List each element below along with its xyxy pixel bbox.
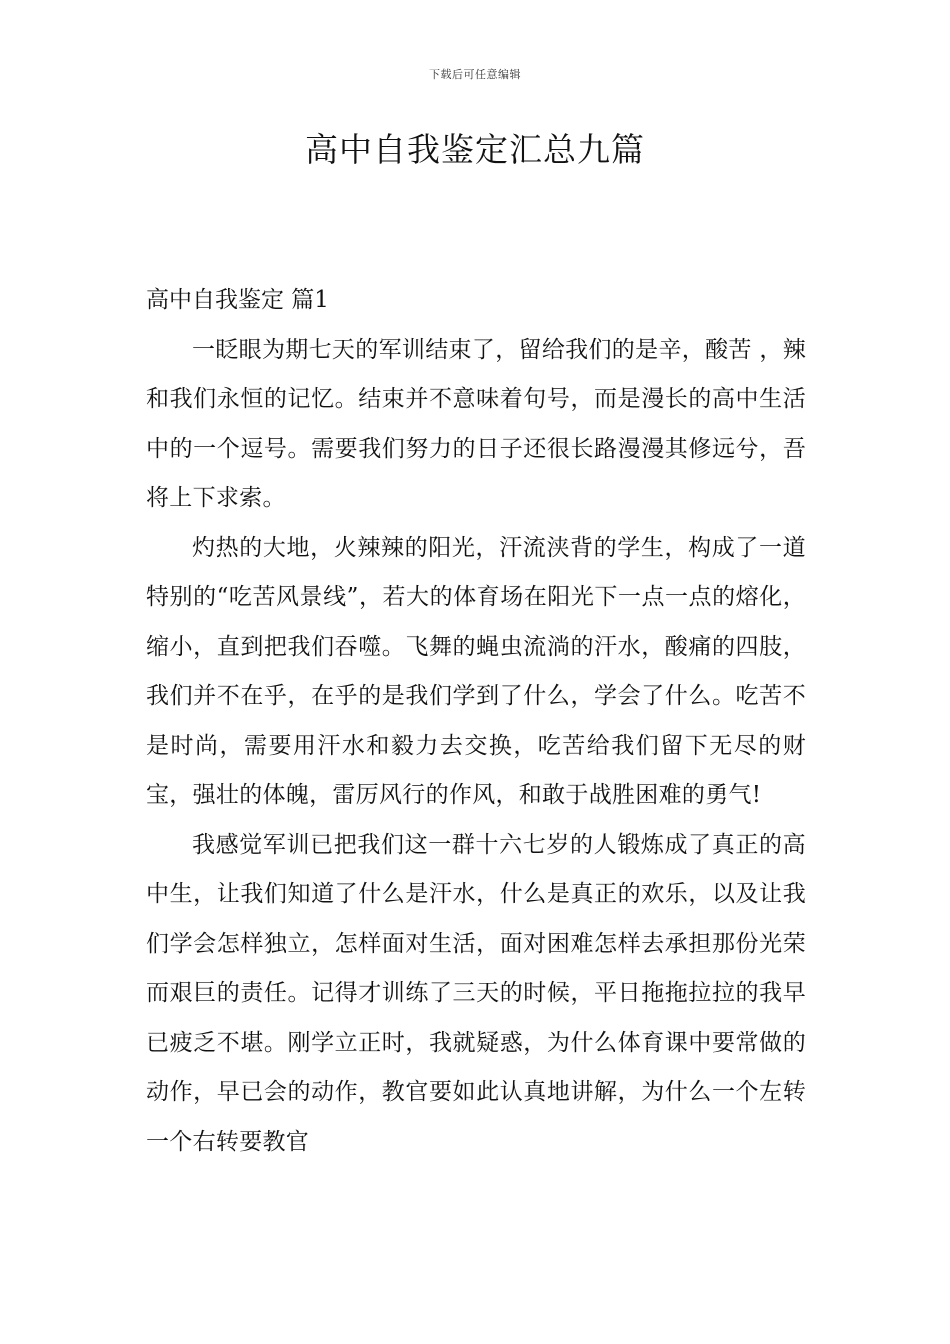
- document-body: [146, 276, 806, 1167]
- paragraph-1: 一眨眼为期七天的军训结束了，留给我们的是辛，酸苦 ，辣和我们永恒的记忆。结束并不意味着句号，而是漫长的高中生活中的一个逗号。需要我们努力的日子还很长路漫漫其修远兮，吾将上下求索。: [146, 336, 806, 511]
- header-note: 下载后可任意编辑: [429, 68, 521, 81]
- document-title: 高中自我鉴定汇总九篇: [305, 130, 645, 169]
- section-heading: 高中自我鉴定 篇1: [146, 287, 329, 313]
- paragraph-3: 我感觉军训已把我们这一群十六七岁的人锻炼成了真正的高中生，让我们知道了什么是汗水，什么是真正的欢乐，以及让我们学会怎样独立，怎样面对生活，面对困难怎样去承担那份光荣而艰巨的责任。记得才训练了三天的时候，平日拖拖拉拉的我早已疲乏不堪。刚学立正时，我就疑惑，为什么体育课中要常做的动作，早已会的动作，教官要如此认真地讲解，为什么一个左转一个右转要教官: [146, 831, 806, 1155]
- paragraph-2: 灼热的大地，火辣辣的阳光，汗流浃背的学生，构成了一道特别的“吃苦风景线”，若大的体育场在阳光下一点一点的熔化，缩小，直到把我们吞噬。飞舞的蝇虫流淌的汗水，酸痛的四肢，我们并不在乎，在乎的是我们学到了什么，学会了什么。吃苦不是时尚，需要用汗水和毅力去交换，吃苦给我们留下无尽的财宝，强壮的体魄，雷厉风行的作风，和敢于战胜困难的勇气!: [146, 534, 806, 808]
